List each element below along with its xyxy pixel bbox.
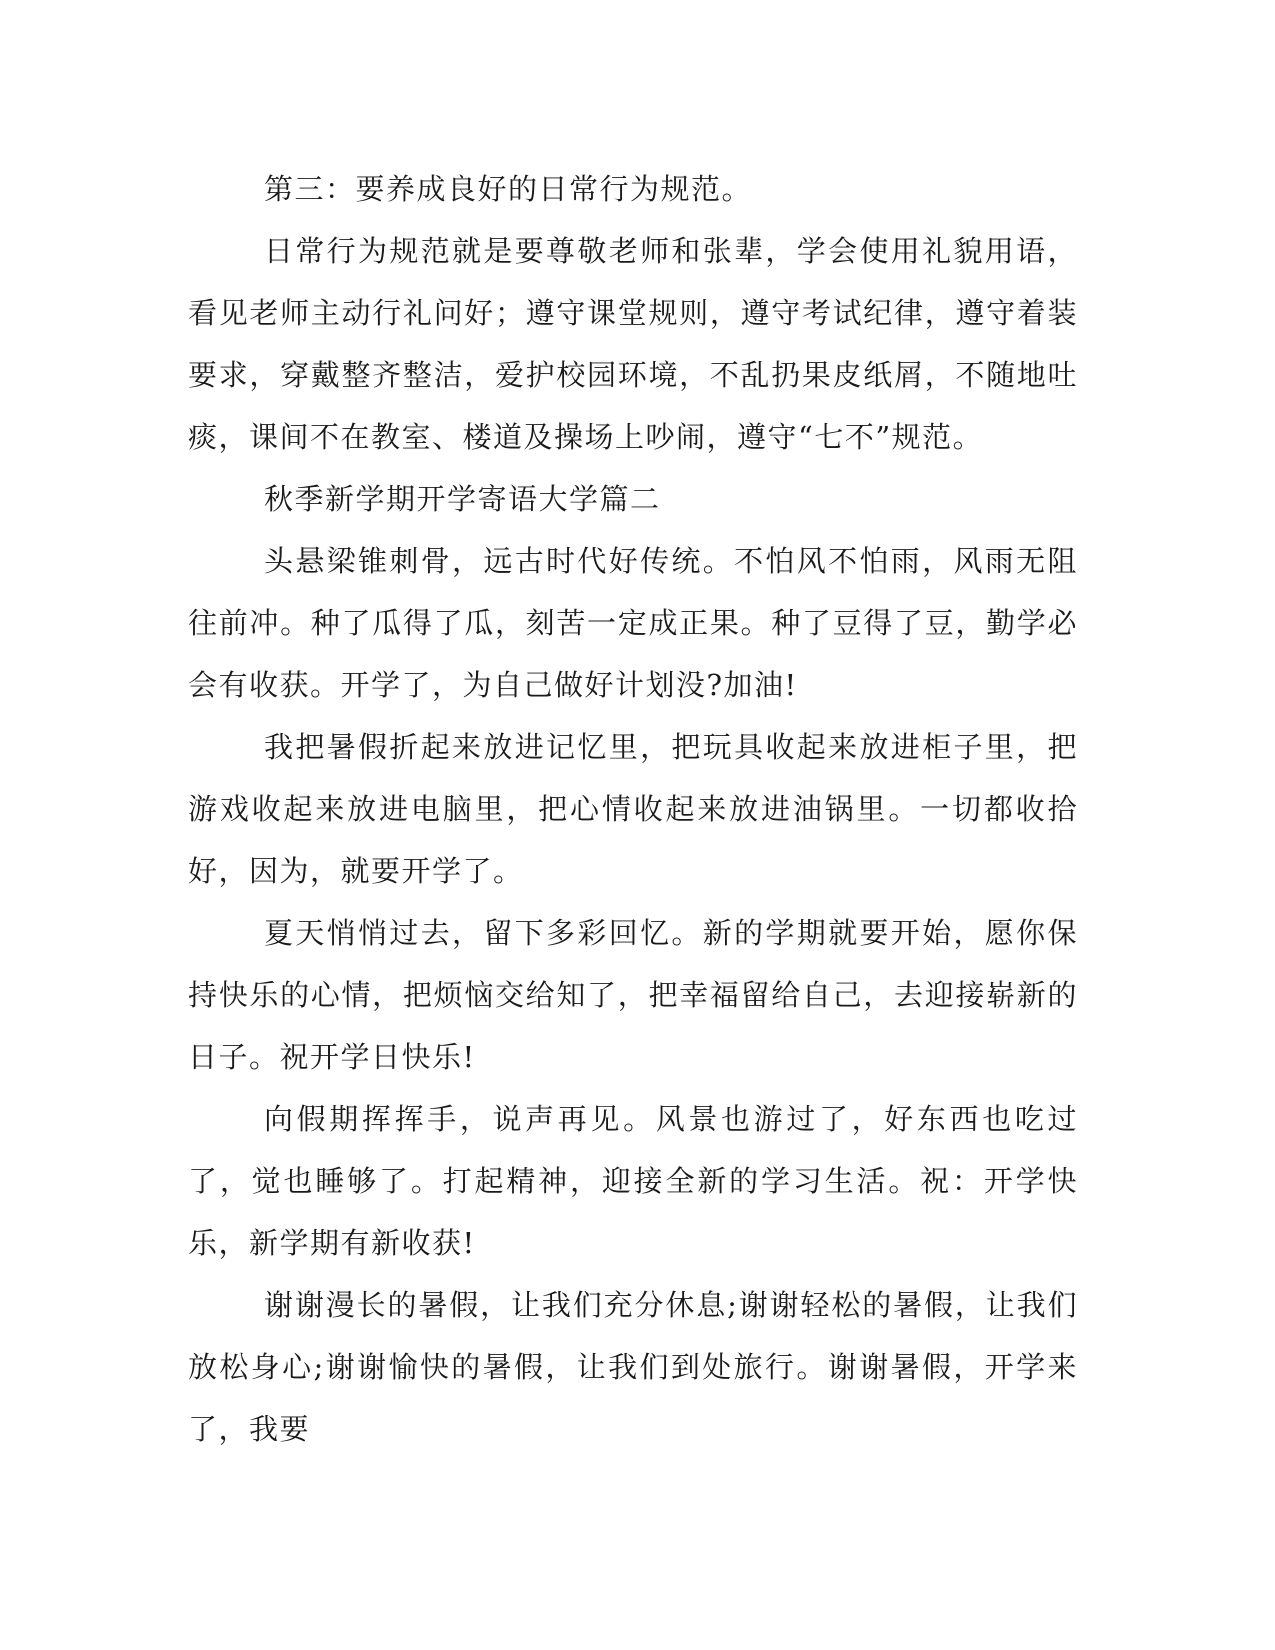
paragraph-summer-passing: 夏天悄悄过去，留下多彩回忆。新的学期就要开始，愿你保持快乐的心情，把烦恼交给知了，把幸福留给自己，去迎接崭新的日子。祝开学日快乐! — [188, 916, 1078, 1074]
paragraph-summer-memories: 我把暑假折起来放进记忆里，把玩具收起来放进柜子里，把游戏收起来放进电脑里，把心情收起来放进油锅里。一切都收拾好，因为，就要开学了。 — [188, 730, 1078, 888]
paragraph-thanks-summer: 谢谢漫长的暑假，让我们充分休息;谢谢轻松的暑假，让我们放松身心;谢谢愉快的暑假，让我们到处旅行。谢谢暑假，开学来了，我要 — [188, 1288, 1078, 1446]
section-title: 秋季新学期开学寄语大学篇二 — [264, 482, 661, 516]
paragraph-farewell-holiday: 向假期挥挥手，说声再见。风景也游过了，好东西也吃过了，觉也睡够了。打起精神，迎接全新的学习生活。祝：开学快乐，新学期有新收获! — [188, 1102, 1078, 1260]
document-body — [188, 158, 1078, 1460]
paragraph-diligence: 头悬梁锥刺骨，远古时代好传统。不怕风不怕雨，风雨无阻往前冲。种了瓜得了瓜，刻苦一定成正果。种了豆得了豆，勤学必会有收获。开学了，为自己做好计划没?加油! — [188, 544, 1078, 702]
paragraph-rule-three-heading: 第三：要养成良好的日常行为规范。 — [264, 172, 753, 206]
paragraph-daily-conduct: 日常行为规范就是要尊敬老师和张辈，学会使用礼貌用语，看见老师主动行礼问好；遵守课堂规则，遵守考试纪律，遵守着装要求，穿戴整齐整洁，爱护校园环境，不乱扔果皮纸屑，不随地吐痰，课间不在教室、楼道及操场上吵闹，遵守“七不”规范。 — [188, 234, 1078, 454]
